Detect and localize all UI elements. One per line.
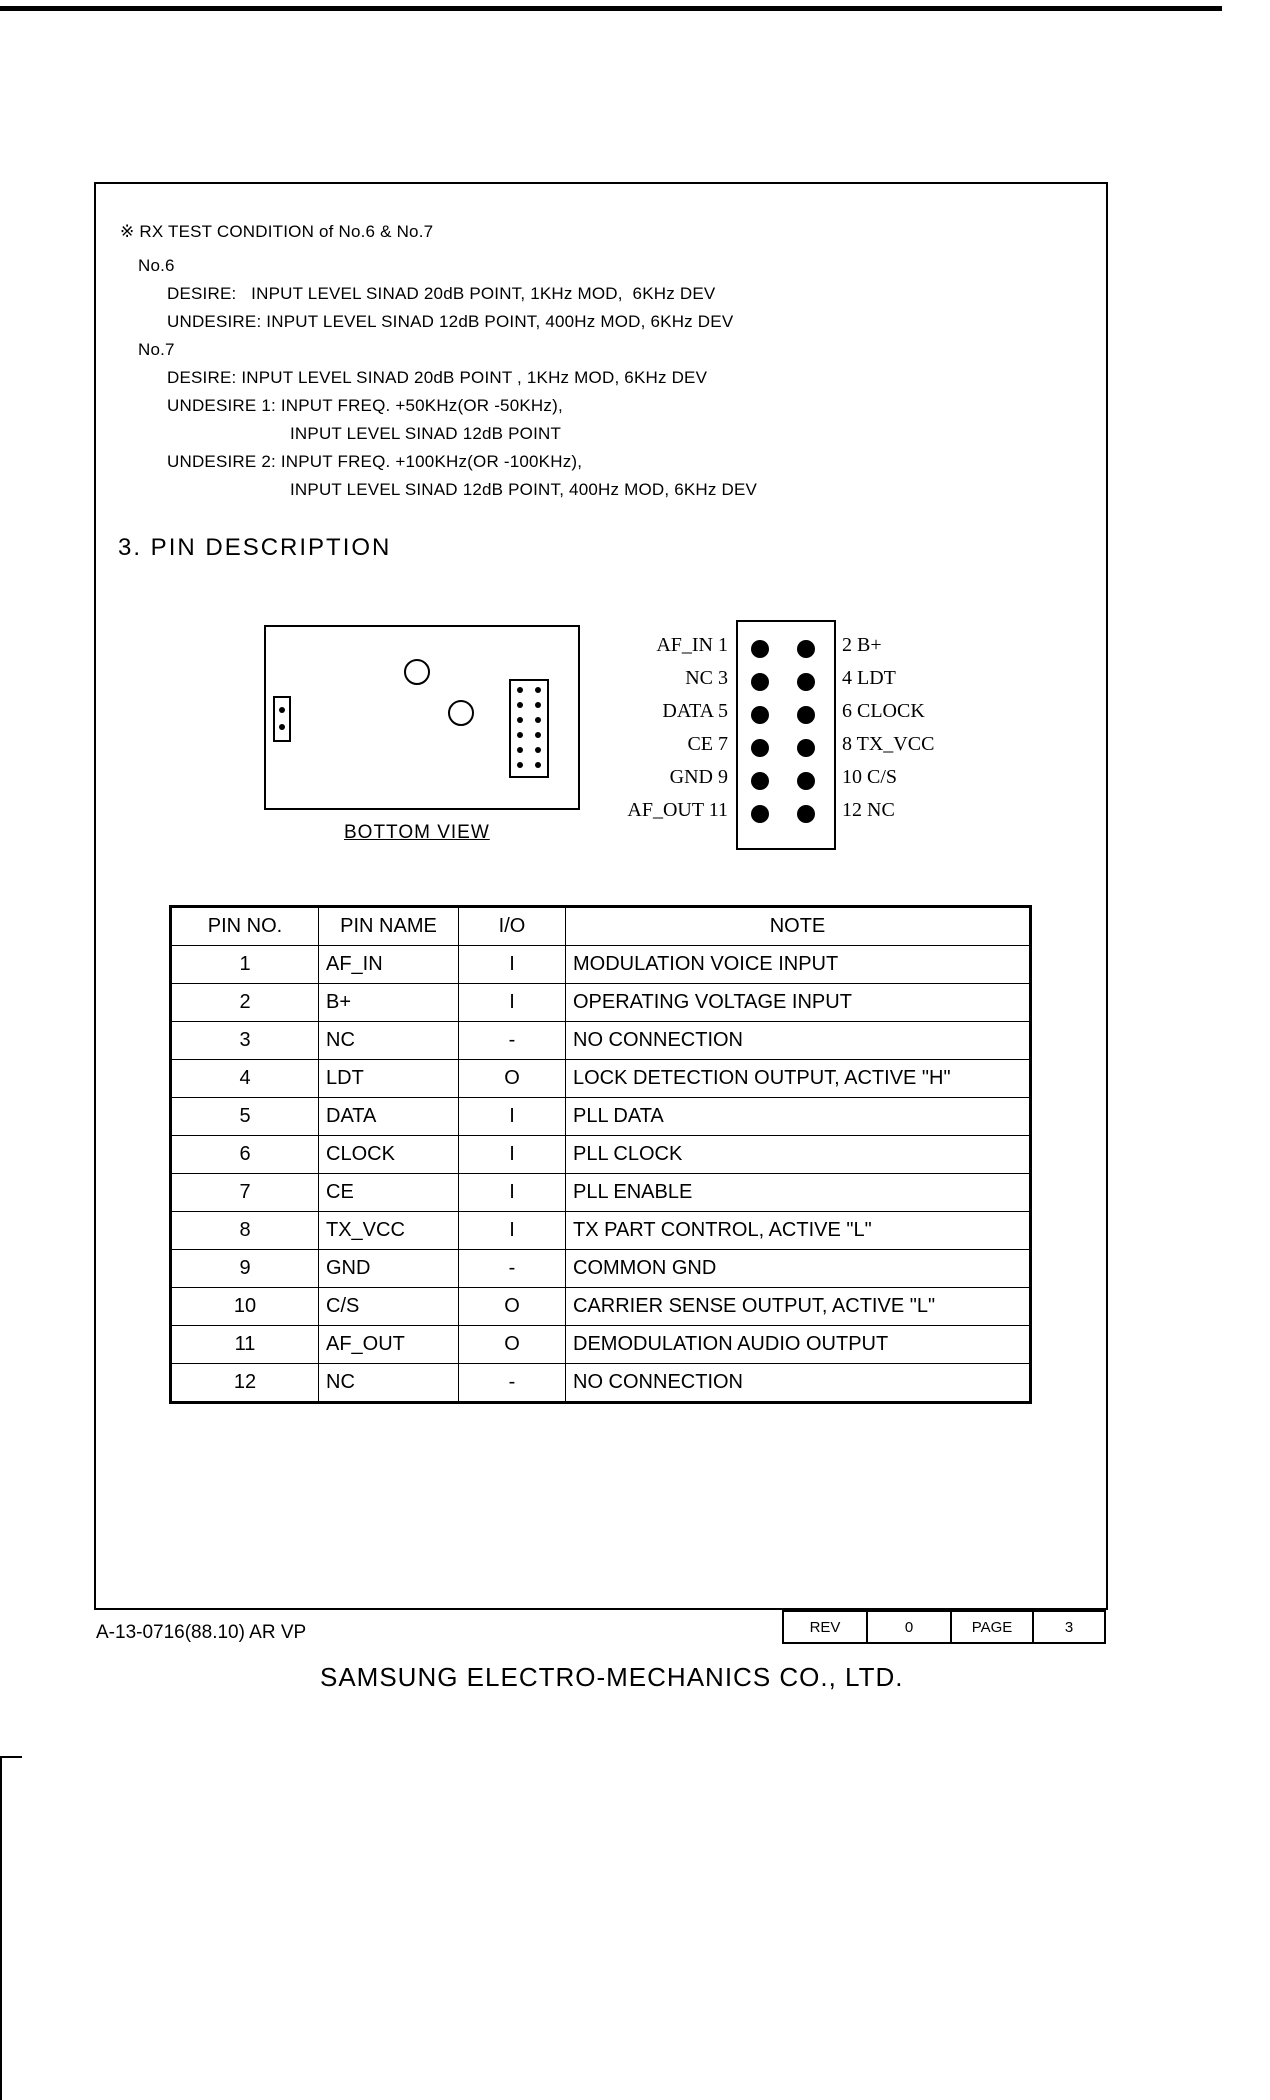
pin-number-cell: 3	[171, 1022, 319, 1060]
pin-number-cell: 7	[171, 1174, 319, 1212]
pin-label-right: 10 C/S	[842, 766, 898, 788]
io-cell: -	[459, 1022, 566, 1060]
pin-number-cell: 8	[171, 1212, 319, 1250]
column-header: NOTE	[566, 907, 1031, 946]
io-cell: O	[459, 1326, 566, 1364]
pin-number-cell: 11	[171, 1326, 319, 1364]
io-cell: I	[459, 1174, 566, 1212]
pin-number-cell: 5	[171, 1098, 319, 1136]
pin-dot-icon	[797, 673, 815, 691]
pin-dot-icon	[751, 706, 769, 724]
table-row	[171, 1022, 1031, 1060]
table-row	[171, 1288, 1031, 1326]
io-cell: -	[459, 1364, 566, 1403]
pin-name-cell: C/S	[319, 1288, 459, 1326]
no7-desire: DESIRE: INPUT LEVEL SINAD 20dB POINT , 1KHz MOD, 6KHz DEV	[167, 368, 708, 387]
mounting-hole-icon	[404, 659, 430, 685]
io-cell: I	[459, 1098, 566, 1136]
pin-dot-icon	[797, 805, 815, 823]
pin-number-cell: 6	[171, 1136, 319, 1174]
io-cell: O	[459, 1288, 566, 1326]
table-row	[171, 1364, 1031, 1403]
twelve-pin-connector-icon	[509, 679, 549, 778]
column-header: PIN NO.	[171, 907, 319, 946]
io-cell: I	[459, 946, 566, 984]
note-cell: MODULATION VOICE INPUT	[566, 946, 1031, 984]
two-pin-connector-icon	[273, 696, 291, 742]
note-cell: LOCK DETECTION OUTPUT, ACTIVE "H"	[566, 1060, 1031, 1098]
table-row	[171, 946, 1031, 984]
pin-name-cell: DATA	[319, 1098, 459, 1136]
table-row	[171, 984, 1031, 1022]
pin-dot-icon	[751, 673, 769, 691]
pin-name-cell: AF_IN	[319, 946, 459, 984]
table-row	[171, 1326, 1031, 1364]
pin-number-cell: 9	[171, 1250, 319, 1288]
module-bottom-view-drawing	[264, 625, 580, 810]
pin-number-cell: 12	[171, 1364, 319, 1403]
pin-name-cell: NC	[319, 1364, 459, 1403]
pin-row	[600, 799, 1000, 831]
no6-undesire: UNDESIRE: INPUT LEVEL SINAD 12dB POINT, 400Hz MOD, 6KHz DEV	[167, 312, 734, 331]
io-cell: I	[459, 1212, 566, 1250]
pin-label-left: AF_IN 1	[656, 634, 728, 656]
rx-test-heading: ※ RX TEST CONDITION of No.6 & No.7	[120, 222, 434, 241]
no7-undesire2-line2: INPUT LEVEL SINAD 12dB POINT, 400Hz MOD, 6KHz DEV	[290, 480, 758, 499]
io-cell: I	[459, 984, 566, 1022]
pin-row	[600, 667, 1000, 699]
pin-row	[600, 766, 1000, 798]
pin-label-left: DATA 5	[662, 700, 728, 722]
table-row	[171, 1136, 1031, 1174]
note-cell: NO CONNECTION	[566, 1364, 1031, 1403]
table-header-row	[171, 907, 1031, 946]
no6-label: No.6	[138, 256, 175, 275]
io-cell: O	[459, 1060, 566, 1098]
pin-label-right: 8 TX_VCC	[842, 733, 935, 755]
pin-name-cell: NC	[319, 1022, 459, 1060]
pin-label-right: 12 NC	[842, 799, 895, 821]
note-cell: DEMODULATION AUDIO OUTPUT	[566, 1326, 1031, 1364]
io-cell: I	[459, 1136, 566, 1174]
no7-undesire2-line1: UNDESIRE 2: INPUT FREQ. +100KHz(OR -100KHz),	[167, 452, 583, 471]
note-cell: PLL DATA	[566, 1098, 1031, 1136]
io-cell: -	[459, 1250, 566, 1288]
rev-page-box	[782, 1610, 1106, 1644]
pin-dot-icon	[751, 640, 769, 658]
note-cell: TX PART CONTROL, ACTIVE "L"	[566, 1212, 1031, 1250]
table-row	[171, 1098, 1031, 1136]
no6-desire: DESIRE: INPUT LEVEL SINAD 20dB POINT, 1KHz MOD, 6KHz DEV	[167, 284, 716, 303]
pin-label-left: AF_OUT 11	[627, 799, 728, 821]
pin-label-right: 2 B+	[842, 634, 882, 656]
pin-name-cell: AF_OUT	[319, 1326, 459, 1364]
page-label: PAGE	[952, 1612, 1034, 1642]
pin-description-table	[169, 905, 1032, 1404]
note-cell: PLL CLOCK	[566, 1136, 1031, 1174]
pin-row	[600, 634, 1000, 666]
company-name: SAMSUNG ELECTRO-MECHANICS CO., LTD.	[320, 1662, 904, 1692]
pin-name-cell: TX_VCC	[319, 1212, 459, 1250]
section-title: 3. PIN DESCRIPTION	[118, 534, 392, 561]
page-edge-mark	[0, 1756, 22, 1758]
pin-dot-icon	[797, 739, 815, 757]
pin-dot-icon	[751, 805, 769, 823]
table-row	[171, 1212, 1031, 1250]
pin-number-cell: 2	[171, 984, 319, 1022]
table-row	[171, 1250, 1031, 1288]
rev-label: REV	[784, 1612, 868, 1642]
pin-dot-icon	[797, 706, 815, 724]
page-number: 3	[1064, 1618, 1074, 1636]
pin-label-right: 4 LDT	[842, 667, 896, 689]
note-cell: PLL ENABLE	[566, 1174, 1031, 1212]
pin-number-cell: 10	[171, 1288, 319, 1326]
column-header: PIN NAME	[319, 907, 459, 946]
no7-undesire1-line2: INPUT LEVEL SINAD 12dB POINT	[290, 424, 562, 443]
note-cell: COMMON GND	[566, 1250, 1031, 1288]
note-cell: NO CONNECTION	[566, 1022, 1031, 1060]
pin-dot-icon	[751, 772, 769, 790]
table-row	[171, 1060, 1031, 1098]
pin-label-left: NC 3	[685, 667, 728, 689]
pin-number-cell: 1	[171, 946, 319, 984]
pin-row	[600, 733, 1000, 765]
rev-value: 0	[868, 1612, 952, 1642]
pin-number-cell: 4	[171, 1060, 319, 1098]
page-edge-line	[0, 1757, 2, 2100]
pin-label-right: 6 CLOCK	[842, 700, 925, 722]
note-cell: CARRIER SENSE OUTPUT, ACTIVE "L"	[566, 1288, 1031, 1326]
pin-label-left: GND 9	[669, 766, 728, 788]
bottom-view-caption: BOTTOM VIEW	[344, 822, 490, 843]
pin-name-cell: CLOCK	[319, 1136, 459, 1174]
form-code: A-13-0716(88.10) AR VP	[96, 1622, 307, 1643]
note-cell: OPERATING VOLTAGE INPUT	[566, 984, 1031, 1022]
mounting-hole-icon	[448, 700, 474, 726]
pin-dot-icon	[797, 640, 815, 658]
column-header: I/O	[459, 907, 566, 946]
pin-name-cell: GND	[319, 1250, 459, 1288]
no7-undesire1-line1: UNDESIRE 1: INPUT FREQ. +50KHz(OR -50KHz),	[167, 396, 563, 415]
pin-dot-icon	[751, 739, 769, 757]
pin-dot-icon	[797, 772, 815, 790]
pin-name-cell: LDT	[319, 1060, 459, 1098]
pin-label-left: CE 7	[687, 733, 728, 755]
pin-name-cell: B+	[319, 984, 459, 1022]
pin-name-cell: CE	[319, 1174, 459, 1212]
top-border-rule	[0, 6, 1222, 11]
table-row	[171, 1174, 1031, 1212]
no7-label: No.7	[138, 340, 175, 359]
pin-row	[600, 700, 1000, 732]
